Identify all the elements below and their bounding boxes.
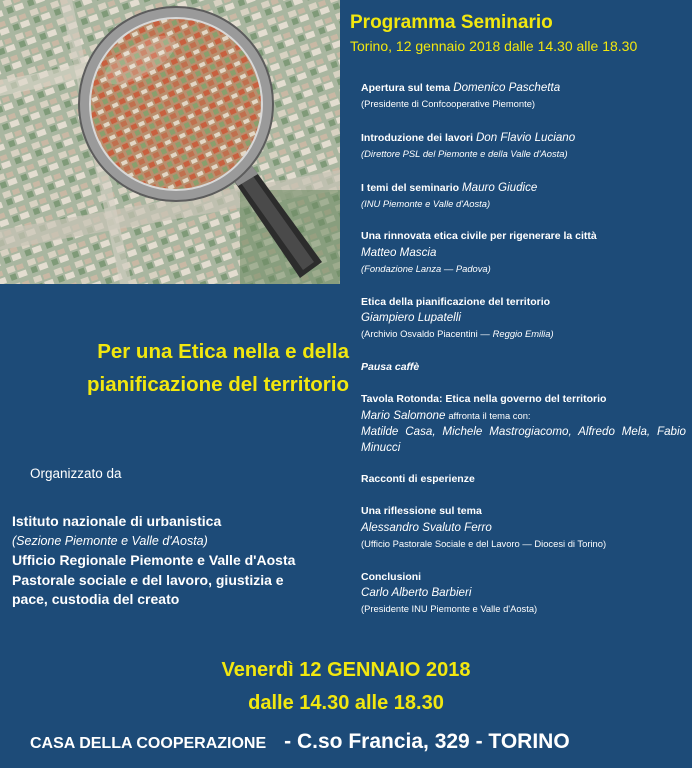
item-label: Una riflessione sul tema [361,505,482,518]
item-speaker: Mauro Giudice [461,180,538,194]
item-speaker: Mario Salomone [361,408,446,422]
item-label: Etica della pianificazione del territorio [361,295,551,308]
programme-title: Programma Seminario [350,12,553,33]
item-note: (Presidente INU Piemonte e Valle d'Aosta) [361,603,538,615]
item-speaker: Carlo Alberto Barbieri [361,585,472,599]
item-speaker: Giampiero Lupatelli [361,311,461,325]
item-note: (Fondazione Lanza — Padova) [361,263,491,275]
programme-item-coffee-break [361,360,686,375]
org2-line1: Ufficio Regionale Piemonte e Valle d'Aosta [12,552,296,568]
org1-name: Istituto nazionale di urbanistica [12,513,222,529]
item-label: I temi del seminario [361,181,460,194]
item-note: (Ufficio Pastorale Sociale e del Lavoro — Diocesi di Torino) [361,538,607,550]
magnifier-photo [0,0,340,284]
programme-item-reflection [361,504,686,552]
item-speaker: Alessandro Svaluto Ferro [361,520,492,534]
item-speaker: Matteo Mascia [361,245,437,259]
item-note: (Presidente di Confcooperative Piemonte) [361,98,536,110]
programme-item-round-table [361,392,686,455]
seminar-title-line1: Per una Etica nella e della [97,340,349,363]
org1-section: (Sezione Piemonte e Valle d'Aosta) [12,533,208,548]
item-label: Apertura sul tema [361,82,451,94]
programme-date: Torino, 12 gennaio 2018 dalle 14.30 alle 18.30 [350,38,638,54]
item-label: Pausa caffè [361,360,420,373]
item-label: Tavola Rotonda: Etica nella governo del territorio [361,393,607,406]
programme-item-introduction [361,130,686,163]
programme-item-experiences [361,472,686,487]
item-speaker-suffix: affronta il tema con: [448,409,531,421]
item-label: Conclusioni [361,570,422,583]
programme-item-themes [361,180,686,213]
item-label: Una rinnovata etica civile per rigenerare la città [361,230,597,243]
organizers-label: Organizzato da [30,466,122,481]
organizers-block [12,512,347,610]
item-note: (Direttore PSL del Piemonte e della Valle d'Aosta) [361,148,568,160]
event-date: Venerdì 12 GENNAIO 2018 [221,659,471,681]
programme-list [361,80,686,635]
programme-item-planning-ethics [361,295,686,343]
item-speaker: Domenico Paschetta [453,81,561,94]
seminar-title-line2: pianificazione del territorio [87,373,349,396]
programme-item-opening [361,80,686,113]
seminar-title [14,335,349,401]
programme-item-civic-ethics [361,229,686,277]
venue-name: CASA DELLA COOPERAZIONE [30,735,267,752]
item-note: (Archivio Osvaldo Piacentini — [361,328,490,340]
item-note-city: Reggio Emilia) [492,328,554,340]
org2-line3: pace, custodia del creato [12,591,180,607]
item-label: Introduzione dei lavori [361,131,474,144]
programme-item-conclusions [361,570,686,618]
item-speaker: Don Flavio Luciano [475,130,576,144]
event-venue [30,730,680,754]
item-participants: Matilde Casa, Michele Mastrogiacomo, Alfredo Mela, Fabio Minucci [361,425,686,454]
org2-line2: Pastorale sociale e del lavoro, giustizia e [12,571,284,588]
magnifier-icon [0,0,340,284]
venue-address: - C.so Francia, 329 - TORINO [284,730,570,753]
event-time: dalle 14.30 alle 18.30 [248,692,444,714]
item-label: Racconti di esperienze [361,472,475,485]
item-note: (INU Piemonte e Valle d'Aosta) [361,198,491,210]
